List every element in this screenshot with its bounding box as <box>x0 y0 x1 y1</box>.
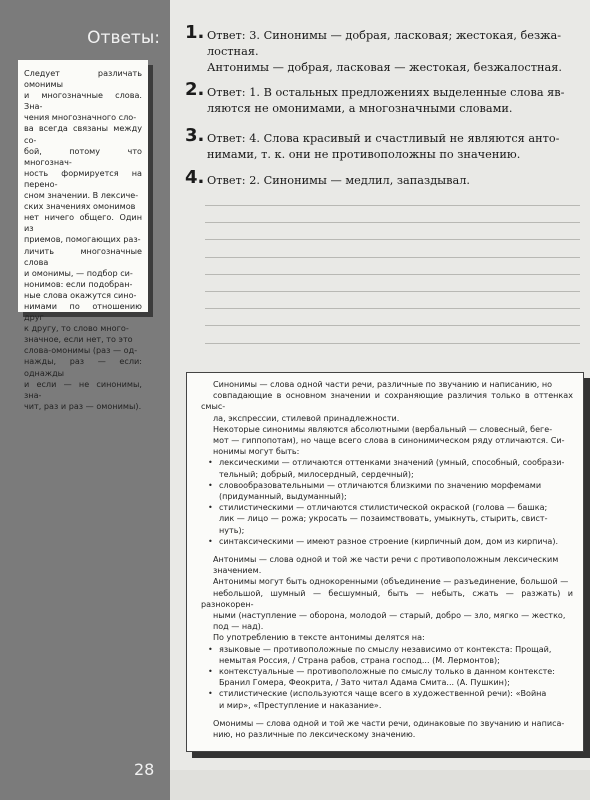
theory-line: ными (наступление — оборона, молодой — старый, добро — зло, мягко — жестко, <box>213 611 566 621</box>
theory-list-item <box>219 457 573 479</box>
side-note-line: и если — не синонимы, зна- <box>24 378 142 400</box>
theory-line: небольшой, шумный — бесшумный, быть — небыть, сжать — разжать) и разнокорен- <box>201 588 573 609</box>
answer-line: Антонимы — добрая, ласковая — жестокая, безжалостная. <box>207 61 562 74</box>
side-note-line: и многозначные слова. Зна- <box>24 90 142 112</box>
side-note-line: ва всегда связаны между со- <box>24 123 142 145</box>
theory-paragraph <box>201 424 573 458</box>
side-note-line: нажды, раз — если: однажды <box>24 356 142 378</box>
answer-number: 4. <box>185 167 205 188</box>
theory-line: нонимы могут быть: <box>213 447 300 457</box>
theory-line: нию, но различные по лексическому значению. <box>213 730 416 740</box>
answer-text <box>207 173 580 189</box>
theory-paragraph <box>201 554 573 576</box>
writing-line[interactable] <box>205 291 580 292</box>
side-note-line: ные слова окажутся сино- <box>24 289 137 300</box>
theory-list-item <box>219 644 573 666</box>
writing-line[interactable] <box>205 222 580 223</box>
side-note-line: нет ничего общего. Один из <box>24 212 142 234</box>
theory-list-item <box>219 536 573 547</box>
theory-line: ла, экспрессии, стилевой принадлежности. <box>213 413 400 423</box>
theory-list <box>201 644 573 711</box>
theory-paragraph <box>201 379 573 424</box>
writing-line[interactable] <box>205 239 580 240</box>
theory-line: • языковые — противоположные по смыслу независимо от контекста: Прощай, <box>219 644 552 654</box>
side-note-line: чения многозначного сло- <box>24 112 137 123</box>
answer-line: ляются не омонимами, а многозначными словами. <box>207 102 513 115</box>
side-note-line: нонимов: если подобран- <box>24 278 133 289</box>
theory-line: совпадающие в основном значении и сохраняющие различия только в оттенках смыс- <box>201 391 573 412</box>
answer-line: нимами, т. к. они не противоположны по значению. <box>207 148 521 161</box>
theory-line: и мир», «Преступление и наказание». <box>219 700 382 710</box>
side-note-line: к другу, то слово много- <box>24 323 129 334</box>
writing-line[interactable] <box>205 308 580 309</box>
theory-list-item <box>219 502 573 536</box>
side-note-line: ность формируется на перено- <box>24 167 142 189</box>
theory-line: Синонимы — слова одной части речи, различные по звучанию и написанию, но <box>213 380 553 389</box>
answer-item <box>185 79 580 117</box>
theory-line: лик — лицо — рожа; укросать — позаимствовать, умыкнуть, стырить, свист- <box>219 514 548 524</box>
answer-text <box>207 28 580 76</box>
side-note-line: Следует различать омонимы <box>24 68 142 90</box>
theory-line: Антонимы — слова одной и той же части речи с противоположным лексическим <box>213 555 559 565</box>
theory-list <box>201 457 573 547</box>
answer-item <box>185 125 580 163</box>
side-note <box>18 60 148 411</box>
answer-line: лостная. <box>207 45 259 58</box>
side-note-line: приемов, помогающих раз- <box>24 234 141 245</box>
side-note-line: чит, раз и раз — омонимы). <box>24 400 142 411</box>
answer-number: 2. <box>185 79 205 100</box>
writing-line[interactable] <box>205 205 580 206</box>
theory-line: мот — гиппопотам), но чаще всего слова в синонимическом ряду отличаются. Си- <box>213 436 565 446</box>
theory-line: Омонимы — слова одной и той же части речи, одинаковые по звучанию и написа- <box>213 718 565 728</box>
answer-line: Ответ: 3. Синонимы — добрая, ласковая; жестокая, безжа- <box>207 29 562 42</box>
writing-line[interactable] <box>205 257 580 258</box>
writing-line[interactable] <box>205 274 580 275</box>
theory-line: (придуманный, выдуманный); <box>219 492 347 502</box>
theory-line: тельный; добрый, милосердный, сердечный); <box>219 469 414 479</box>
side-note-line: и омонимы, — подбор си- <box>24 267 133 278</box>
answer-line: Ответ: 2. Синонимы — медлил, запаздывал. <box>207 174 471 187</box>
theory-line: • словообразовательными — отличаются близкими по значению морфемами <box>219 480 542 490</box>
answer-line: Ответ: 1. В остальных предложениях выделенные слова яв- <box>207 86 565 99</box>
side-note-line: бой, потому что многознач- <box>24 145 142 167</box>
theory-line: значением. <box>213 566 262 576</box>
writing-lines <box>205 205 580 360</box>
theory-line: Бранил Гомера, Феокрита, / Зато читал Адама Смита... (А. Пушкин); <box>219 678 510 688</box>
theory-line: • стилистическими — отличаются стилистической окраской (голова — башка; <box>219 503 548 513</box>
theory-list-item <box>219 480 573 502</box>
answer-item <box>185 167 580 189</box>
spacer <box>201 711 573 718</box>
side-note-line: ских значениях омонимов <box>24 201 136 212</box>
theory-list-item <box>219 688 573 710</box>
theory-line: • синтаксическими — имеют разное строение (кирпичный дом, дом из кирпича). <box>219 536 559 546</box>
answer-number: 1. <box>185 22 205 43</box>
theory-line: • стилистические (используются чаще всего в художественной речи): «Война <box>219 689 547 699</box>
theory-box <box>186 372 584 752</box>
theory-paragraph <box>201 718 573 740</box>
answer-text <box>207 85 580 117</box>
answer-number: 3. <box>185 125 205 146</box>
side-note-line: значное, если нет, то это <box>24 334 133 345</box>
theory-line: немытая Россия, / Страна рабов, страна господ... (М. Лермонтов); <box>219 655 500 665</box>
theory-line: • лексическими — отличаются оттенками значений (умный, способный, сообрази- <box>219 458 565 468</box>
theory-paragraph <box>201 632 573 643</box>
theory-line: По употреблению в тексте антонимы делятся на: <box>213 633 425 643</box>
theory-line: Некоторые синонимы являются абсолютными (вербальный — словесный, беге- <box>213 424 553 434</box>
bottom-strip <box>170 770 590 800</box>
page-number: 28 <box>134 760 155 779</box>
sidebar <box>0 0 170 800</box>
side-note-line: личить многозначные слова <box>24 245 142 267</box>
theory-line: под — над). <box>213 622 264 632</box>
answer-text <box>207 131 580 163</box>
writing-line[interactable] <box>205 343 580 344</box>
answers-heading: Ответы: <box>87 28 160 48</box>
answer-item <box>185 22 580 76</box>
theory-line: нуть); <box>219 525 245 535</box>
answer-line: Ответ: 4. Слова красивый и счастливый не являются анто- <box>207 132 560 145</box>
theory-line: Антонимы могут быть однокоренными (объединение — разъединение, большой — <box>213 577 569 587</box>
writing-line[interactable] <box>205 325 580 326</box>
theory-line: • контекстуальные — противоположные по смыслу только в данном контексте: <box>219 667 555 677</box>
side-note-line: нимами по отношению друг <box>24 300 142 323</box>
side-note-line: слова-омонимы (раз — од- <box>24 345 138 356</box>
side-note-line: сном значении. В лексиче- <box>24 190 139 201</box>
theory-paragraph <box>201 576 573 632</box>
theory-list-item <box>219 666 573 688</box>
spacer <box>201 547 573 554</box>
